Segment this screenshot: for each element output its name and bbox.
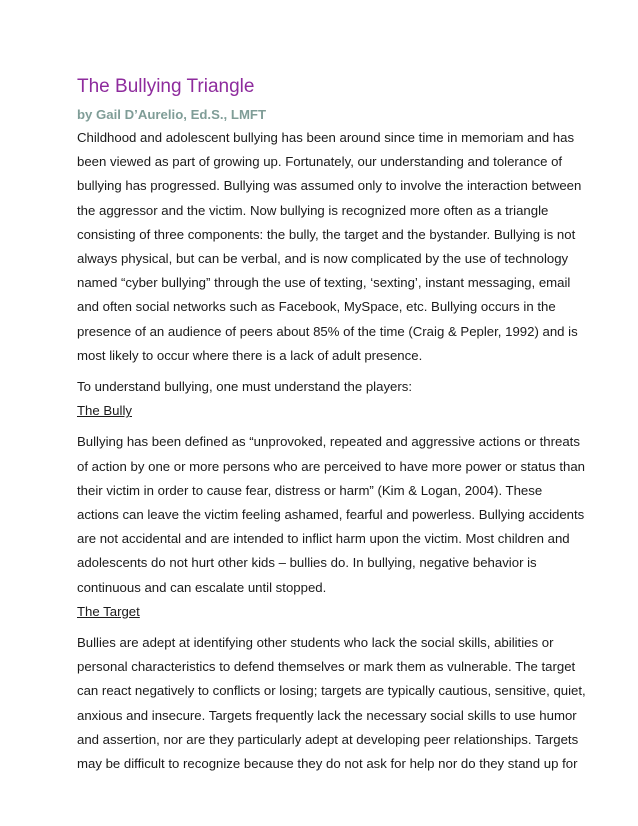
paragraph-line: Bullying has been defined as “unprovoked, repeated and aggressive actions or threats	[77, 434, 580, 450]
paragraph-line: continuous and can escalate until stopped.	[77, 579, 327, 595]
document-body	[77, 74, 586, 776]
paragraph-line: of action by one or more persons who are perceived to have more power or status than	[77, 458, 585, 474]
paragraph-line: anxious and insecure. Targets frequently lack the necessary social skills to use humor	[77, 707, 577, 723]
target-paragraph	[77, 631, 586, 776]
bully-paragraph	[77, 430, 585, 599]
paragraph-line: personal characteristics to defend themselves or mark them as vulnerable. The target	[77, 659, 576, 675]
players-paragraph: To understand bullying, one must understand the players:	[77, 379, 413, 395]
paragraph-line: actions can leave the victim feeling ashamed, fearful and powerless. Bullying accidents	[77, 507, 585, 523]
author-byline: by Gail D’Aurelio, Ed.S., LMFT	[77, 107, 267, 122]
section-heading-bully: The Bully	[77, 403, 132, 419]
paragraph-line: always physical, but can be verbal, and is now complicated by the use of technology	[77, 251, 569, 267]
paragraph-line: and assertion, nor are they particularly adept at developing peer relationships. Targets	[77, 731, 579, 747]
paragraph-line: bullying has progressed. Bullying was assumed only to involve the interaction between	[77, 178, 582, 194]
paragraph-line: named “cyber bullying” through the use of texting, ‘sexting’, instant messaging, email	[77, 275, 571, 291]
document-title: The Bullying Triangle	[77, 76, 255, 97]
paragraph-line: presence of an audience of peers about 85% of the time (Craig & Pepler, 1992) and is	[77, 323, 578, 339]
paragraph-line: are not accidental and are intended to inflict harm upon the victim. Most children and	[77, 531, 570, 547]
paragraph-line: their victim in order to cause fear, distress or harm” (Kim & Logan, 2004). These	[77, 482, 543, 498]
intro-paragraph	[77, 126, 582, 368]
paragraph-line: consisting of three components: the bully, the target and the bystander. Bullying is not	[77, 226, 576, 242]
paragraph-line: Childhood and adolescent bullying has been around since time in memoriam and has	[77, 130, 575, 145]
paragraph-line: the aggressor and the victim. Now bullying is recognized more often as a triangle	[77, 202, 549, 218]
section-heading-target: The Target	[77, 603, 140, 619]
paragraph-line: can react negatively to conflicts or losing; targets are typically cautious, sensitive, quiet,	[77, 683, 586, 699]
paragraph-line: may be difficult to recognize because they do not ask for help nor do they stand up for	[77, 756, 578, 772]
paragraph-line: most likely to occur where there is a lack of adult presence.	[77, 347, 423, 363]
paragraph-line: been viewed as part of growing up. Fortunately, our understanding and tolerance of	[77, 154, 563, 170]
paragraph-line: and often social networks such as Facebook, MySpace, etc. Bullying occurs in the	[77, 299, 556, 315]
paragraph-line: Bullies are adept at identifying other students who lack the social skills, abilities or	[77, 635, 554, 651]
paragraph-line: adolescents do not hurt other kids – bullies do. In bullying, negative behavior is	[77, 555, 537, 571]
